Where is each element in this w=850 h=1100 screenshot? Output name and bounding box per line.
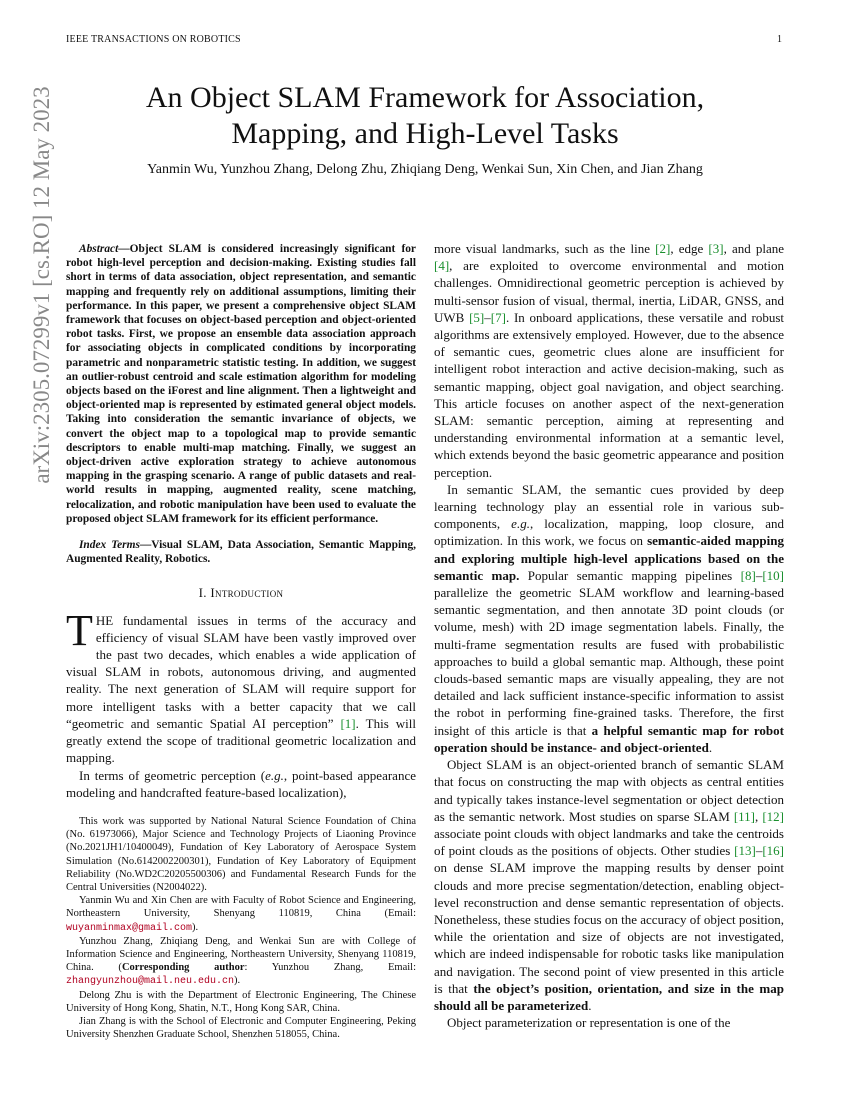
citation-link[interactable]: [2] [655,241,671,256]
rp1-d: , are exploited to overcome environmental and motion challenges. Omnidirectional geometric perception is achieved by multi-sensor fusion of visual, thermal, inertia, LiDAR, GNSS, and UWB [434,258,784,325]
rp1-b: , edge [670,241,709,256]
citation-link[interactable]: [7] [490,309,506,325]
title-line-1: An Object SLAM Framework for Association, [145,81,705,114]
citation-link[interactable]: [5] [469,309,485,325]
right-paragraph-4: Object parameterization or representation is one of the [447,1015,731,1031]
footnote-affiliation-2 [66,935,416,989]
abstract [66,242,416,526]
section-title: Introduction [210,585,284,601]
index-terms-label: Index Terms [79,539,140,552]
rp2-a: In semantic SLAM, the semantic cues provided by deep learning technology play an essential role in various sub-components, [434,481,784,532]
right-column [434,240,784,1031]
section-numeral: I. [198,585,211,601]
intro-p2-eg: e.g. [265,767,284,783]
page-number: 1 [777,34,782,45]
title-line-2: Mapping, and High-Level Tasks [231,117,619,150]
citation-dash: – [755,567,763,583]
rp2-bold2: a helpful semantic map for robot operation should be instance- and object-oriented [434,722,784,755]
intro-paragraph-2 [66,767,416,801]
citation-link[interactable]: [3] [708,241,724,256]
rp1-e: . In onboard applications, these versatile and robust algorithms are extensively employed. However, due to the absence of semantic cues, geometric clues alone are insufficient for intelligent robot interaction and active decision-making, such as semantic mapping, object goal navigation, and object searching. This article focuses on another aspect of the next-generation SLAM: semantic perception, aiming at representing and understanding environmental information at a semantic level, which extends beyond the basic geometric appearance and position perception. [434,309,784,480]
right-paragraph-1 [434,240,784,481]
rp2-eg: e.g. [511,516,530,532]
citation-link[interactable]: [16] [762,843,784,859]
intro-p1-end: . This will greatly extend the scope of traditional geometric localization and mapping. [66,715,416,766]
drop-cap: T [66,605,93,655]
footnote-3-text: Yunzhou Zhang, Zhiqiang Deng, and Wenkai Sun are with College of Information Science and Engineering, Northeastern University, Shenyang 110819, China. ( [66,935,416,974]
citation-dash: – [484,309,491,325]
citation-link[interactable]: [4] [434,258,450,274]
citation-link[interactable]: [11] [733,808,756,824]
footnote-affiliation-4: Jian Zhang is with the School of Electronic and Computer Engineering, Peking University Shenzhen Graduate School, Shenzhen 518055, China. [66,1015,416,1041]
footnote-3-mid: : Yunzhou Zhang, Email: [244,962,416,974]
citation-link[interactable]: [8] [740,567,756,583]
footnote-affiliation-3: Delong Zhu is with the Department of Electronic Engineering, The Chinese University of Hong Kong, Shatin, N.T., Hong Kong SAR, China. [66,989,416,1014]
intro-p2-b: , point-based appearance modeling and handcrafted feature-based localization), [66,767,416,800]
rp3-a: Object SLAM is an object-oriented branch of semantic SLAM that focus on constructing the map with objects as central entities and typically takes instance-level segmentation or object detection as the semantic network. Most studies on sparse SLAM [434,757,784,824]
rp3-bold: the object’s position, orientation, and size in the map should all be parameterized [434,980,784,1013]
author-list: Yanmin Wu, Yunzhou Zhang, Delong Zhu, Zhiqiang Deng, Wenkai Sun, Xin Chen, and Jian Zhang [147,162,703,177]
arxiv-identifier[interactable]: arXiv:2305.07299v1 [cs.RO] 12 May 2023 [29,86,54,484]
intro-paragraph-1 [66,605,416,767]
footnote-3-end: ). [234,975,241,987]
intro-p2-a: In terms of geometric perception ( [79,767,266,783]
email-link[interactable]: zhangyunzhou@mail.neu.edu.cn [66,976,235,988]
rp3-b: , [755,808,763,824]
footnote-3-bold: Corresponding author [121,962,245,974]
footnote-affiliation-1 [66,894,416,935]
right-paragraph-3 [434,756,784,1014]
rp2-c: Popular semantic mapping pipelines [519,567,741,583]
right-paragraph-2 [434,481,784,756]
rp1-a: more visual landmarks, such as the line [434,241,656,256]
footnote-2-text: Yanmin Wu and Xin Chen are with Faculty of Robot Science and Engineering, Northeastern University, Shenyang 110819, China (Email: [66,895,416,920]
intro-p1-text: HE fundamental issues in terms of the accuracy and efficiency of visual SLAM have been vastly improved over the past two decades, which enables a wide application of visual SLAM in robots, autonomous driving, and augmented reality. The next generation of SLAM will require support for more intelligent tasks with a better capacity that we call “geometric and semantic Spatial AI perception” [66,612,416,731]
running-head: IEEE TRANSACTIONS ON ROBOTICS [66,34,241,45]
citation-link[interactable]: [10] [762,567,784,583]
citation-link[interactable]: [13] [734,843,756,859]
rp3-d: on dense SLAM improve the mapping results by denser point clouds and more precise segmentation/detection, enabling object-level reconstruction and dense semantic representation of objects. Nonetheless, these studies focus on the accuracy of object position, while the orientation and size of objects are not investigated, which are indeed indispensable for robotic tasks like manipulation and navigation. The second point of view presented in this article is that [434,860,784,996]
abstract-text: —Object SLAM is considered increasingly significant for robot high-level perception and decision-making. Existing studies fall short in terms of data association, object representation, and semantic mapping and frequently rely on additional assumptions, limiting their performance. In this paper, we present a comprehensive object SLAM framework that focuses on object-based perception and object-oriented robot tasks. First, we propose an ensemble data association approach for associating objects in complicated conditions by incorporating parametric and nonparametric statistic testing. In addition, we suggest an outlier-robust centroid and scale estimation algorithm for modeling objects based on the iForest and line alignment. Then a lightweight and object-oriented map is represented by estimated general object models. Taking into consideration the semantic invariance of objects, we convert the object map to a topological map to provide semantic descriptors to enable multi-map matching. Finally, we suggest an object-driven active exploration strategy to achieve autonomous mapping in the grasping scenario. A range of public datasets and real-world results in mapping, augmented reality, scene matching, relocalization, and robotic manipulation have been used to evaluate the proposed object SLAM framework for its efficient performance. [66,243,416,525]
paper-title [66,80,784,152]
citation-link[interactable]: [12] [762,808,785,824]
footnote-2-end: ). [192,921,199,933]
rp2-bold: semantic-aided mapping and exploring multiple high-level applications based on the semantic map. [434,533,784,583]
rp3-c: associate point clouds with object landmarks and take the centroids of point clouds as the positions of objects. Other studies [434,825,784,859]
section-heading-introduction [66,584,416,601]
citation-link[interactable]: [1] [340,715,356,731]
rp2-d: parallelize the geometric SLAM workflow and learning-based semantic segmentation, and then annotate 3D point clouds (or volume, mesh) with 2D image segmentation labels. Finally, the multi-frame segmentation results are fused with probabilistic approaches to build a global semantic map. Although, these point clouds-based semantic maps are visually appealing, they are not detailed and lack sufficient instance-specific information to assist the robot in performing fine-grained tasks. Therefore, the first insight of this article is that [434,585,784,738]
abstract-label: Abstract [79,243,119,255]
citation-dash: – [755,843,763,859]
rp3-e: . [588,997,592,1013]
rp2-b: , localization, mapping, loop closure, and optimization. In this work, we focus on [434,516,784,549]
left-column [66,242,416,1041]
index-terms [66,538,416,566]
email-link[interactable]: wuyanminmax@gmail.com [66,922,193,934]
rp2-e: . [708,739,713,755]
footnotes [66,815,416,1041]
rp1-c: , and plane [723,241,785,256]
index-terms-text: —Visual SLAM, Data Association, Semantic Mapping, Augmented Reality, Robotics. [66,539,416,566]
footnote-funding: This work was supported by National Natural Science Foundation of China (No. 61973066), Major Science and Technology Projects of Liaoning Province (No.2021JH1/10400049), Fundation of Key Laboratory of Aerospace System Simulation (No.6142002200301), Fundation of Key Laboratory of Equipment Reliability (No.WD2C20205500306) and Fundamental Research Funds for the Central Universities (N2004022). [66,815,416,893]
